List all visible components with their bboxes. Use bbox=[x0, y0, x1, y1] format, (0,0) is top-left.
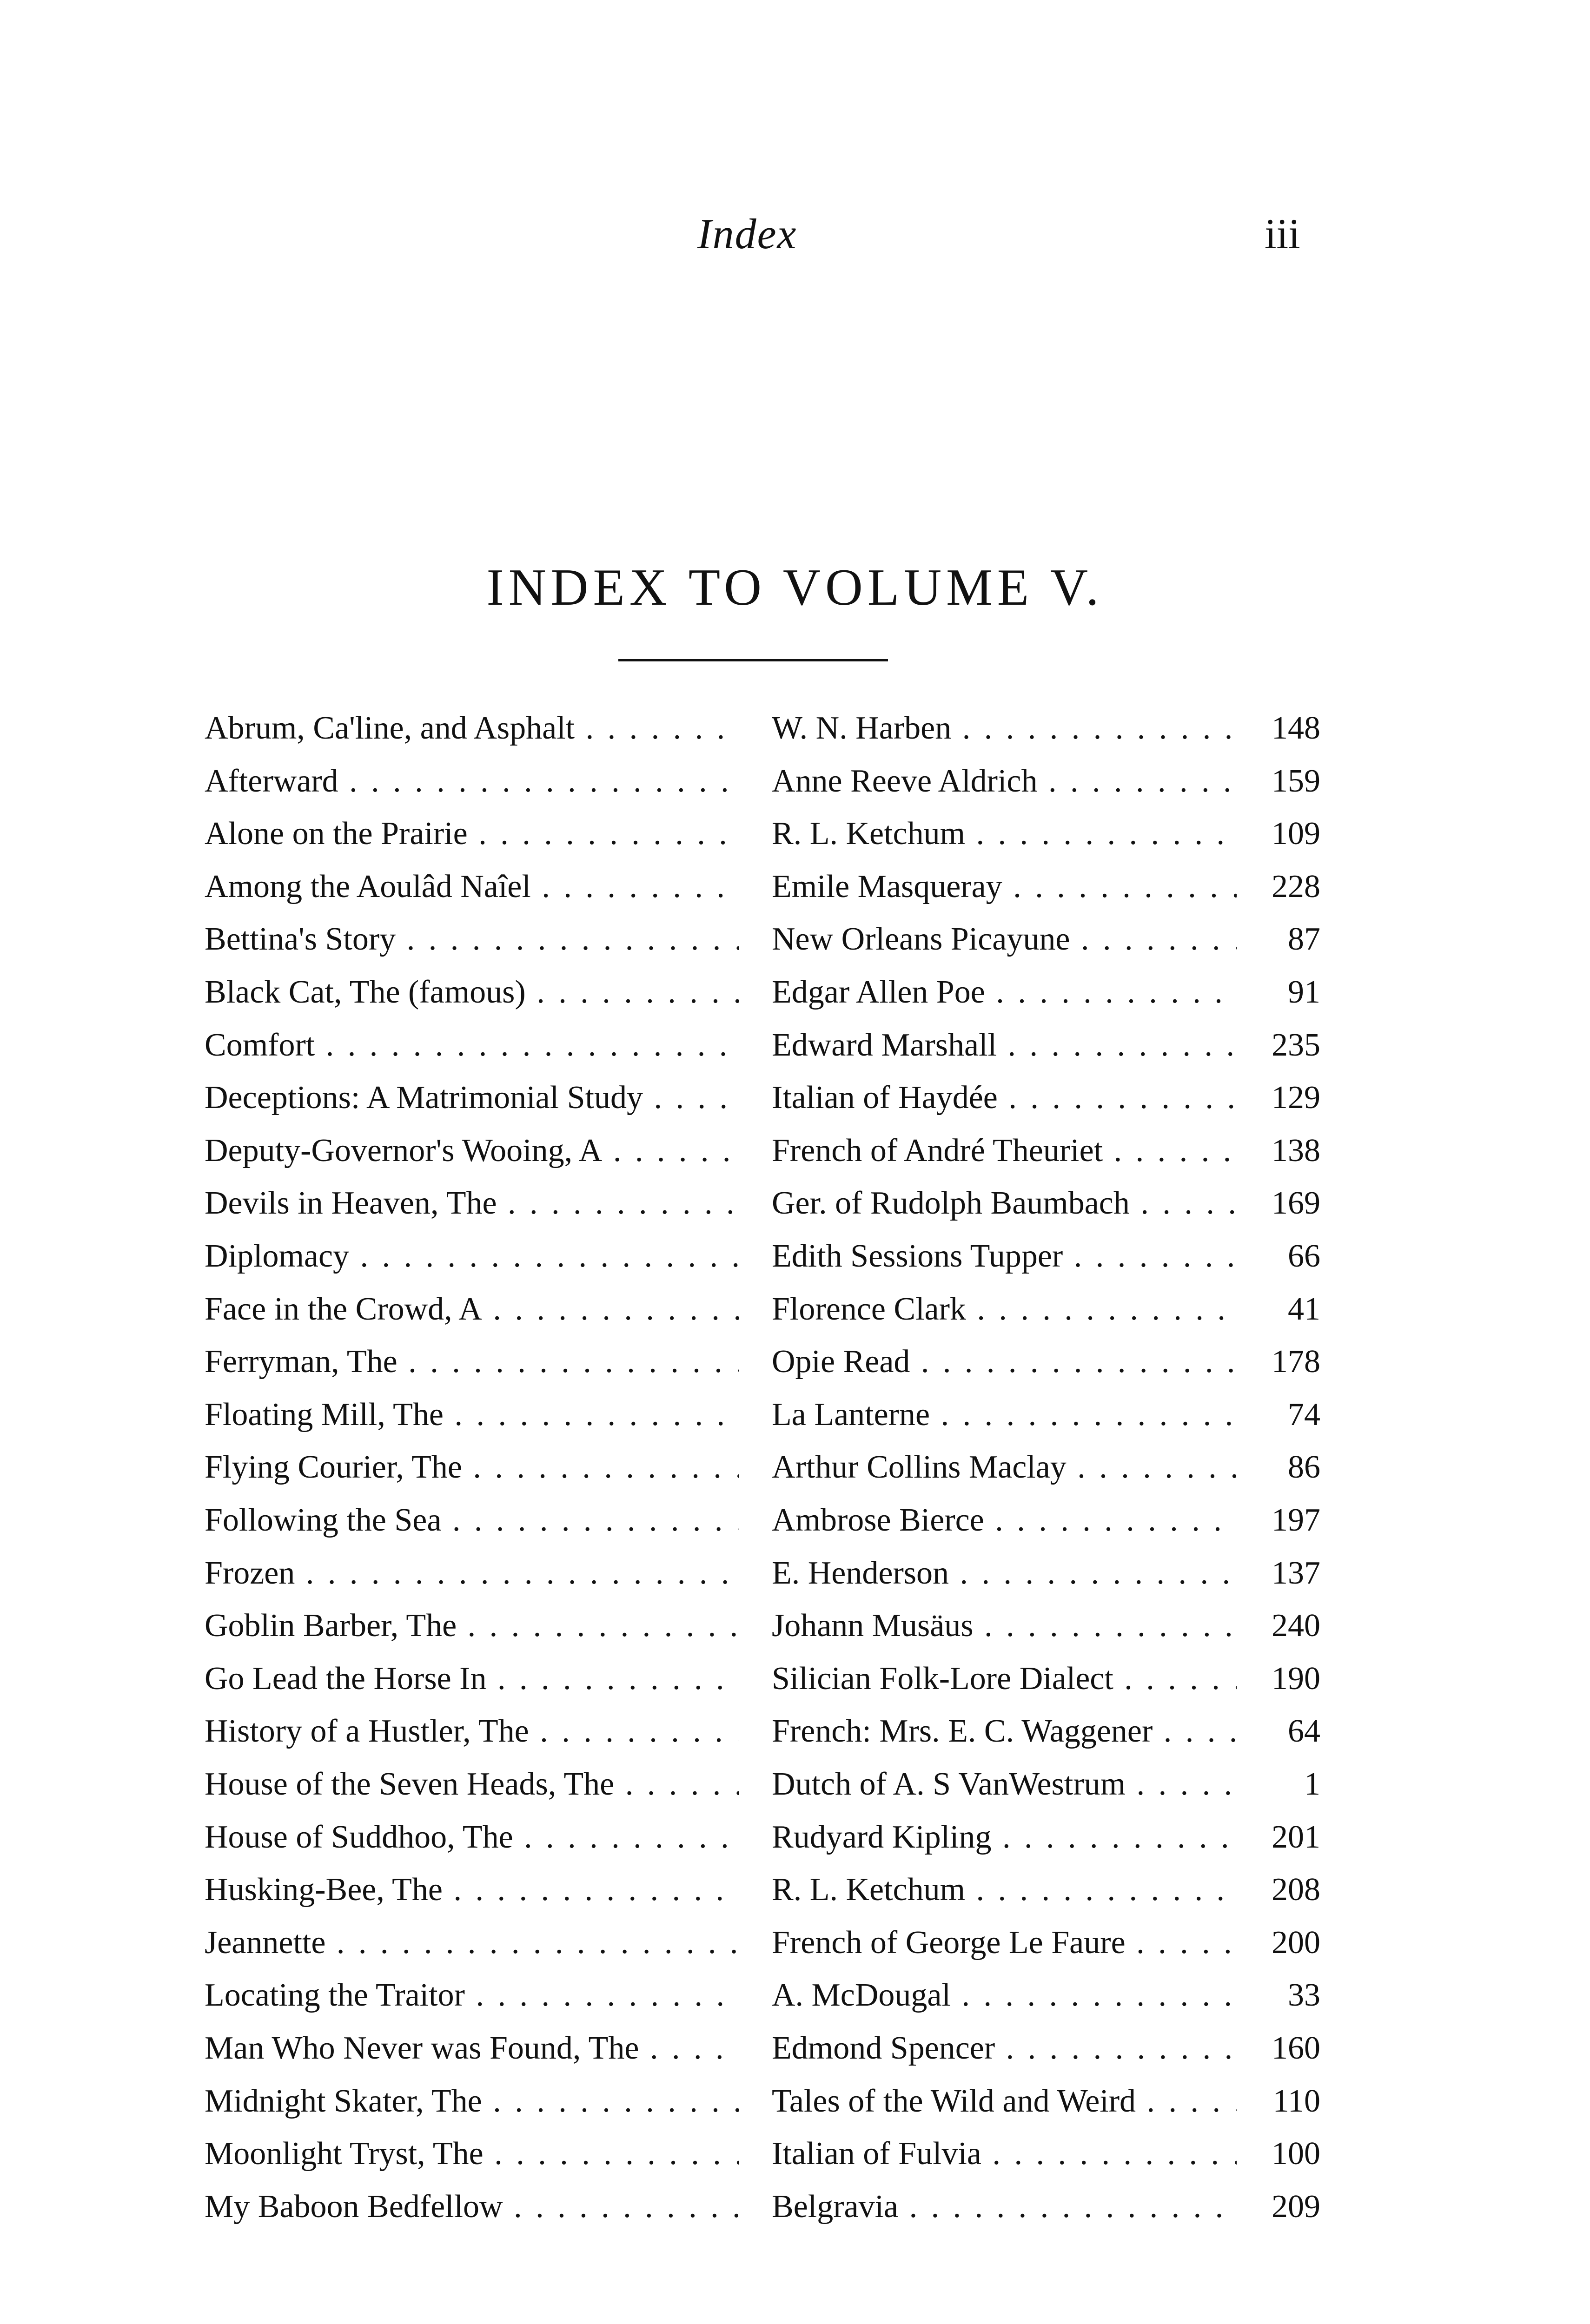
entry-page-number: 129 bbox=[1272, 1080, 1320, 1116]
entry-title: Jeannette . . . bbox=[205, 1916, 739, 1969]
index-entry bbox=[0, 1599, 1590, 1652]
entry-author: La Lanterne . . . bbox=[772, 1388, 1237, 1441]
entry-author: New Orleans Picayune . . . bbox=[772, 913, 1237, 965]
entry-title: Locating the Traitor . . . bbox=[205, 1969, 739, 2021]
running-title: Index bbox=[697, 210, 797, 257]
entry-title: House of the Seven Heads, The . . . bbox=[205, 1758, 739, 1810]
entry-author: R. L. Ketchum . . . bbox=[772, 1863, 1237, 1916]
entry-title: House of Suddhoo, The . . . bbox=[205, 1811, 739, 1863]
entry-title: Among the Aoulâd Naîel . . . bbox=[205, 860, 739, 913]
entry-author: French: Mrs. E. C. Waggener . . . bbox=[772, 1705, 1237, 1757]
index-entry bbox=[0, 860, 1590, 913]
entry-author: Dutch of A. S VanWestrum . . . bbox=[772, 1758, 1237, 1810]
entry-page-number: 235 bbox=[1272, 1027, 1320, 1063]
index-entry bbox=[0, 1441, 1590, 1493]
index-entry bbox=[0, 1388, 1590, 1441]
entry-page-number: 33 bbox=[1288, 1977, 1320, 2014]
entry-author: Tales of the Wild and Weird . . . bbox=[772, 2075, 1237, 2127]
entry-page-number: 74 bbox=[1288, 1396, 1320, 1433]
entry-author: E. Henderson . . . bbox=[772, 1547, 1237, 1599]
entry-title: Husking-Bee, The . . . bbox=[205, 1863, 739, 1916]
index-entry bbox=[0, 2180, 1590, 2233]
index-entry bbox=[0, 1124, 1590, 1177]
entry-author: Edith Sessions Tupper . . . bbox=[772, 1230, 1237, 1282]
entry-title: Moonlight Tryst, The . . . bbox=[205, 2127, 739, 2180]
entry-page-number: 148 bbox=[1272, 710, 1320, 746]
entry-title: Frozen . . . bbox=[205, 1547, 739, 1599]
index-entry bbox=[0, 807, 1590, 860]
entry-page-number: 169 bbox=[1272, 1185, 1320, 1221]
entry-page-number: 190 bbox=[1272, 1660, 1320, 1697]
entry-author: Ambrose Bierce . . . bbox=[772, 1494, 1237, 1546]
index-entry bbox=[0, 1177, 1590, 1229]
entry-author: Anne Reeve Aldrich . . . bbox=[772, 755, 1237, 807]
entry-title: Go Lead the Horse In . . . bbox=[205, 1652, 739, 1705]
entry-title: Man Who Never was Found, The . . . bbox=[205, 2022, 739, 2074]
entry-author: Arthur Collins Maclay . . . bbox=[772, 1441, 1237, 1493]
entry-author: French of George Le Faure . . . bbox=[772, 1916, 1237, 1969]
index-entry bbox=[0, 1494, 1590, 1546]
entry-page-number: 66 bbox=[1288, 1238, 1320, 1274]
running-head bbox=[0, 209, 1590, 265]
entry-author: Rudyard Kipling . . . bbox=[772, 1811, 1237, 1863]
page-number: iii bbox=[1265, 210, 1300, 257]
entry-title: Black Cat, The (famous) . . . bbox=[205, 966, 739, 1018]
index-entry bbox=[0, 966, 1590, 1018]
index-entry bbox=[0, 1758, 1590, 1810]
entry-page-number: 197 bbox=[1272, 1502, 1320, 1538]
entry-author: Edmond Spencer . . . bbox=[772, 2022, 1237, 2074]
entry-title: Flying Courier, The . . . bbox=[205, 1441, 739, 1493]
index-entry bbox=[0, 755, 1590, 807]
entry-title: Comfort . . . bbox=[205, 1019, 739, 1071]
entry-author: French of André Theuriet . . . bbox=[772, 1124, 1237, 1177]
entry-page-number: 240 bbox=[1272, 1608, 1320, 1644]
index-entry bbox=[0, 702, 1590, 754]
entry-page-number: 160 bbox=[1272, 2030, 1320, 2066]
entry-author: Johann Musäus . . . bbox=[772, 1599, 1237, 1652]
entry-page-number: 1 bbox=[1304, 1766, 1320, 1802]
index-entry bbox=[0, 1811, 1590, 1863]
entry-author: Florence Clark . . . bbox=[772, 1283, 1237, 1335]
entry-page-number: 159 bbox=[1272, 763, 1320, 799]
entry-title: Devils in Heaven, The . . . bbox=[205, 1177, 739, 1229]
index-entry bbox=[0, 2075, 1590, 2127]
entry-author: R. L. Ketchum . . . bbox=[772, 807, 1237, 860]
entry-title: History of a Hustler, The . . . bbox=[205, 1705, 739, 1757]
index-entry bbox=[0, 1230, 1590, 1282]
entry-author: Edward Marshall . . . bbox=[772, 1019, 1237, 1071]
entry-author: Ger. of Rudolph Baumbach . . . bbox=[772, 1177, 1237, 1229]
entry-page-number: 100 bbox=[1272, 2136, 1320, 2172]
entry-author: Italian of Fulvia . . . bbox=[772, 2127, 1237, 2180]
index-entry bbox=[0, 1916, 1590, 1969]
entry-title: My Baboon Bedfellow . . . bbox=[205, 2180, 739, 2233]
entry-author: Silician Folk-Lore Dialect . . . bbox=[772, 1652, 1237, 1705]
entry-title: Abrum, Ca'line, and Asphalt . . . bbox=[205, 702, 739, 754]
entry-author: W. N. Harben . . . bbox=[772, 702, 1237, 754]
entry-page-number: 209 bbox=[1272, 2188, 1320, 2225]
entry-title: Bettina's Story . . . bbox=[205, 913, 739, 965]
index-entry bbox=[0, 1071, 1590, 1124]
entry-page-number: 91 bbox=[1288, 974, 1320, 1010]
entry-page-number: 138 bbox=[1272, 1132, 1320, 1169]
entry-title: Alone on the Prairie . . . bbox=[205, 807, 739, 860]
entry-page-number: 87 bbox=[1288, 921, 1320, 957]
index-entry bbox=[0, 1863, 1590, 1916]
index-entry bbox=[0, 2127, 1590, 2180]
entry-author: Emile Masqueray . . . bbox=[772, 860, 1237, 913]
index-entry bbox=[0, 1019, 1590, 1071]
entry-title: Following the Sea . . . bbox=[205, 1494, 739, 1546]
index-entry bbox=[0, 1283, 1590, 1335]
entry-page-number: 208 bbox=[1272, 1872, 1320, 1908]
heading-rule bbox=[618, 659, 888, 661]
entry-page-number: 41 bbox=[1288, 1291, 1320, 1327]
index-entry bbox=[0, 1547, 1590, 1599]
entry-author: A. McDougal . . . bbox=[772, 1969, 1237, 2021]
entry-page-number: 110 bbox=[1272, 2083, 1320, 2119]
index-entry bbox=[0, 913, 1590, 965]
entry-title: Goblin Barber, The . . . bbox=[205, 1599, 739, 1652]
entry-author: Belgravia . . . bbox=[772, 2180, 1237, 2233]
entry-page-number: 86 bbox=[1288, 1449, 1320, 1486]
entry-page-number: 109 bbox=[1272, 816, 1320, 852]
entry-title: Ferryman, The . . . bbox=[205, 1335, 739, 1388]
index-heading: INDEX TO VOLUME V. bbox=[486, 559, 1104, 616]
index-entry bbox=[0, 1969, 1590, 2021]
entry-title: Midnight Skater, The . . . bbox=[205, 2075, 739, 2127]
entry-title: Diplomacy . . . bbox=[205, 1230, 739, 1282]
entry-page-number: 201 bbox=[1272, 1819, 1320, 1855]
entry-page-number: 200 bbox=[1272, 1924, 1320, 1961]
entry-page-number: 178 bbox=[1272, 1344, 1320, 1380]
entry-page-number: 64 bbox=[1288, 1713, 1320, 1750]
index-entry bbox=[0, 1705, 1590, 1757]
entry-author: Edgar Allen Poe . . . bbox=[772, 966, 1237, 1018]
entry-page-number: 137 bbox=[1272, 1555, 1320, 1591]
entry-author: Italian of Haydée . . . bbox=[772, 1071, 1237, 1124]
entry-title: Floating Mill, The . . . bbox=[205, 1388, 739, 1441]
index-entry bbox=[0, 1335, 1590, 1388]
entry-page-number: 228 bbox=[1272, 868, 1320, 905]
index-entry bbox=[0, 2022, 1590, 2074]
entry-author: Opie Read . . . bbox=[772, 1335, 1237, 1388]
entry-title: Face in the Crowd, A . . . bbox=[205, 1283, 739, 1335]
entry-title: Deceptions: A Matrimonial Study . . . bbox=[205, 1071, 739, 1124]
entry-title: Afterward . . . bbox=[205, 755, 739, 807]
entry-title: Deputy-Governor's Wooing, A . . . bbox=[205, 1124, 739, 1177]
index-entry bbox=[0, 1652, 1590, 1705]
